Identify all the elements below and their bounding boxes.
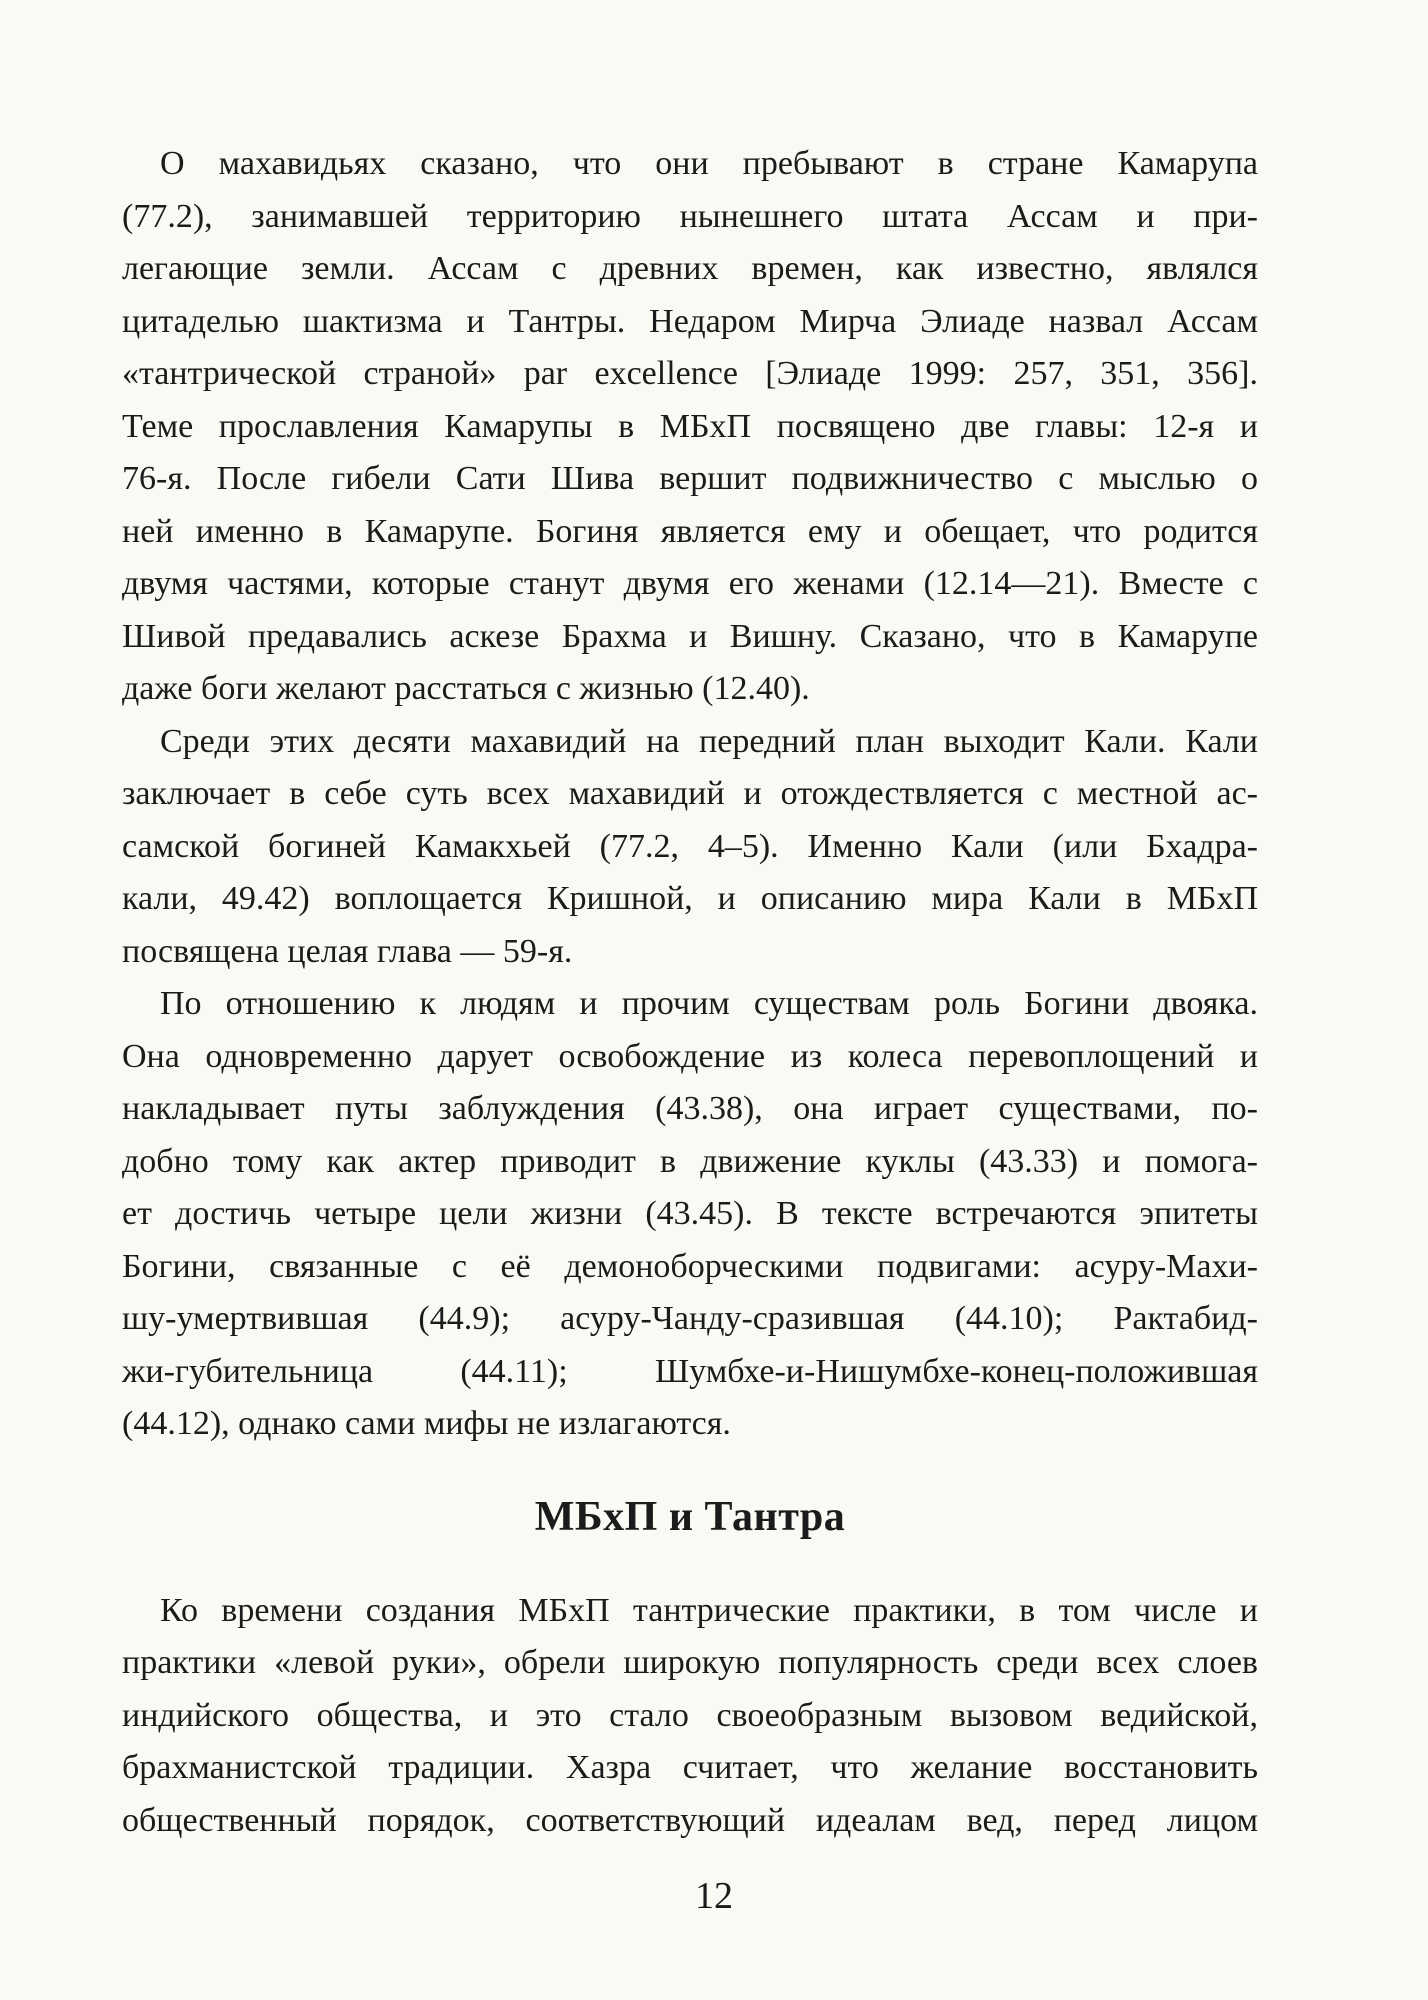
text-line: общественный порядок, соответствующий идеалам вед, перед лицом [122,1801,1258,1839]
text-line: легающие земли. Ассам с древних времен, как известно, являлся [122,250,1258,287]
text-line: накладывает путы заблуждения (43.38), она играет существами, по- [122,1090,1258,1127]
text-line: Она одновременно дарует освобождение из колеса перевоплощений и [122,1037,1258,1075]
paragraph [122,978,1258,1451]
text-line: (44.12), однако сами мифы не излагаются. [122,1405,731,1442]
text-line: ет достичь четыре цели жизни (43.45). В тексте встречаются эпитеты [122,1195,1258,1232]
text-line: (77.2), занимавшей территорию нынешнего штата Ассам и при- [122,197,1258,235]
text-block [122,138,1258,1847]
text-line: брахманистской традиции. Хазра считает, что желание восстановить [122,1749,1258,1786]
paragraph [122,716,1258,979]
text-line: шу-умертвившая (44.9); асуру-Чанду-сразившая (44.10); Рактабид- [122,1300,1258,1337]
text-line: Богини, связанные с её демоноборческими подвигами: асуру-Махи- [122,1247,1258,1285]
text-line: посвящена целая глава — 59-я. [122,932,573,970]
text-line: индийского общества, и это стало своеобразным вызовом ведийской, [122,1696,1258,1734]
text-line: Среди этих десяти махавидий на передний план выходит Кали. Кали [160,722,1258,760]
text-line: кали, 49.42) воплощается Кришной, и описанию мира Кали в МБхП [122,880,1258,917]
text-line: самской богиней Камакхьей (77.2, 4–5). Именно Кали (или Бхадра- [122,827,1258,865]
text-line: По отношению к людям и прочим существам роль Богини двояка. [160,985,1258,1022]
text-line: добно тому как актер приводит в движение куклы (43.33) и помога- [122,1142,1258,1180]
text-line: «тантрической страной» par excellence [Элиаде 1999: 257, 351, 356]. [122,355,1258,392]
text-line: цитаделью шактизма и Тантры. Недаром Мирча Элиаде назвал Ассам [122,302,1258,340]
page-number: 12 [695,1875,733,1917]
text-line: Ко времени создания МБхП тантрические практики, в том числе и [160,1591,1258,1629]
text-line: Теме прославления Камарупы в МБхП посвящено две главы: 12-я и [122,407,1258,445]
text-line: 76-я. После гибели Сати Шива вершит подвижничество с мыслью о [122,460,1258,497]
text-line: жи-губительница (44.11); Шумбхе-и-Нишумбхе-конец-положившая [122,1352,1258,1390]
text-line: двумя частями, которые станут двумя его женами (12.14—21). Вместе с [122,565,1258,602]
section-heading: МБхП и Тантра [534,1493,846,1540]
text-line: даже боги желают расстаться с жизнью (12.40). [122,670,810,707]
text-line: ней именно в Камарупе. Богиня является ему и обещает, что родится [122,512,1258,550]
paragraph [122,138,1258,716]
paragraph [122,1585,1258,1848]
text-line: Шивой предавались аскезе Брахма и Вишну. Сказано, что в Камарупе [122,617,1258,655]
text-line: заключает в себе суть всех махавидий и отождествляется с местной ас- [122,775,1258,812]
text-line: О махавидьях сказано, что они пребывают в стране Камарупа [160,145,1258,182]
text-line: практики «левой руки», обрели широкую популярность среди всех слоев [122,1644,1258,1681]
